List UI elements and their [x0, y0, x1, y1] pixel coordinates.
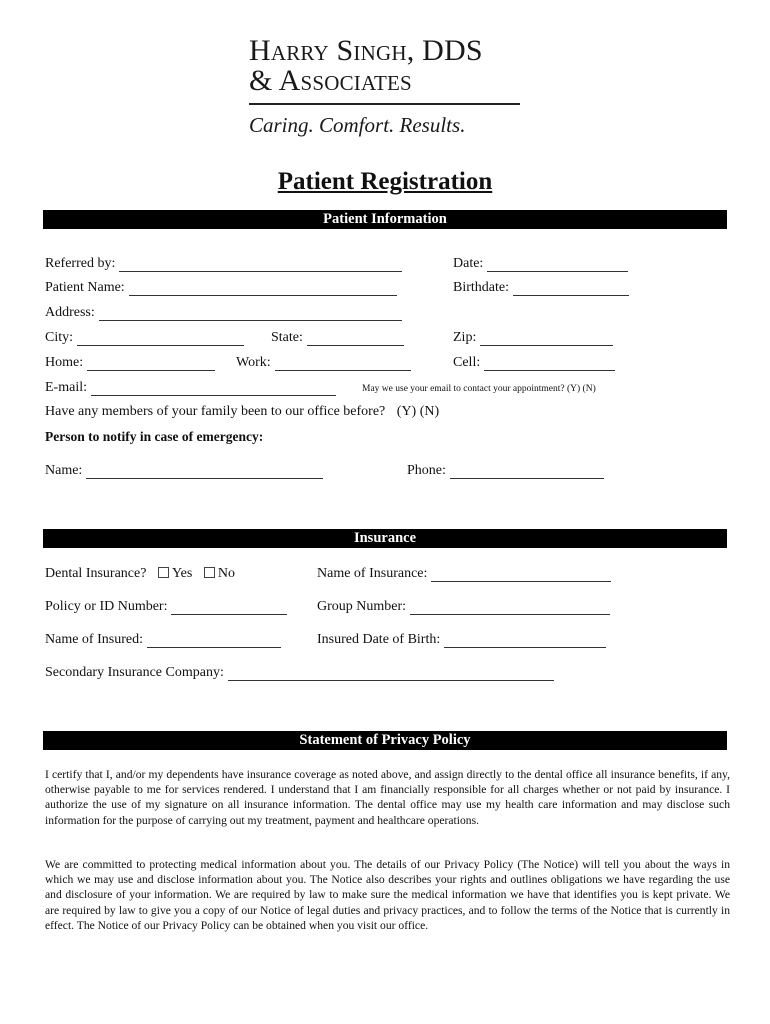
secondary-insurance-line[interactable]: [228, 669, 554, 681]
cell-phone-label: Cell:: [453, 355, 481, 370]
insured-name-field[interactable]: [45, 632, 281, 648]
state-label: State:: [271, 330, 303, 345]
privacy-paragraph-notice: We are committed to protecting medical information about you. The details of our Privacy Policy (The Notice) will tell you about the ways in which we may use and disclose information about you. The Notice also describes your rights and outlines obligations we have regarding the use and disclosure of your information. We are required by law to make sure the medical information we have that identifies you is kept private. We are required by law to give you a copy of our Notice of legal duties and privacy practices, and to follow the terms of the Notice that is currently in effect. The Notice of our Privacy Policy can be obtained when you visit our office.: [45, 858, 730, 932]
emergency-name-field[interactable]: [45, 463, 323, 479]
insured-dob-field[interactable]: [317, 632, 606, 648]
dental-insurance-label: Dental Insurance?: [45, 566, 147, 581]
cell-phone-field[interactable]: [453, 355, 615, 371]
state-field[interactable]: [271, 330, 404, 346]
secondary-insurance-field[interactable]: [45, 665, 554, 681]
state-line[interactable]: [307, 334, 404, 346]
insured-name-line[interactable]: [147, 636, 281, 648]
insurance-name-field[interactable]: [317, 566, 611, 582]
insured-dob-line[interactable]: [444, 636, 606, 648]
logo-divider: [249, 103, 520, 105]
group-number-field[interactable]: [317, 599, 610, 615]
page-title: Patient Registration: [277, 168, 493, 195]
emergency-name-label: Name:: [45, 463, 83, 478]
home-phone-label: Home:: [45, 355, 84, 370]
practice-logo-line1: Harry Singh, DDS: [249, 34, 483, 67]
section-header-privacy-policy: Statement of Privacy Policy: [43, 731, 727, 750]
birthdate-field[interactable]: [453, 280, 629, 296]
city-field[interactable]: [45, 330, 244, 346]
group-number-label: Group Number:: [317, 599, 407, 614]
referred-by-label: Referred by:: [45, 256, 116, 271]
secondary-insurance-label: Secondary Insurance Company:: [45, 665, 224, 680]
policy-id-label: Policy or ID Number:: [45, 599, 168, 614]
patient-name-line[interactable]: [129, 284, 397, 296]
family-visit-question: [45, 404, 439, 420]
policy-id-line[interactable]: [171, 603, 287, 615]
birthdate-label: Birthdate:: [453, 280, 509, 295]
home-phone-field[interactable]: [45, 355, 215, 371]
emergency-phone-line[interactable]: [450, 467, 604, 479]
emergency-contact-heading: Person to notify in case of emergency:: [45, 429, 264, 444]
cell-phone-line[interactable]: [484, 359, 615, 371]
practice-tagline: Caring. Comfort. Results.: [249, 113, 466, 137]
emergency-name-line[interactable]: [86, 467, 323, 479]
family-visit-label: Have any members of your family been to our office before?: [45, 404, 386, 419]
email-label: E-mail:: [45, 380, 87, 395]
city-line[interactable]: [77, 334, 244, 346]
date-label: Date:: [453, 256, 484, 271]
city-label: City:: [45, 330, 74, 345]
date-line[interactable]: [487, 260, 628, 272]
birthdate-line[interactable]: [513, 284, 629, 296]
practice-logo-line2: & Associates: [249, 64, 412, 97]
work-phone-line[interactable]: [275, 359, 411, 371]
patient-name-label: Patient Name:: [45, 280, 125, 295]
home-phone-line[interactable]: [87, 359, 215, 371]
family-visit-options[interactable]: (Y) (N): [396, 404, 440, 419]
yes-label: Yes: [171, 566, 193, 581]
address-field[interactable]: [45, 305, 402, 321]
emergency-phone-field[interactable]: [407, 463, 604, 479]
address-label: Address:: [45, 305, 95, 320]
insured-dob-label: Insured Date of Birth:: [317, 632, 441, 647]
work-phone-label: Work:: [236, 355, 271, 370]
group-number-line[interactable]: [410, 603, 610, 615]
email-consent-question[interactable]: May we use your email to contact your appointment? (Y) (N): [362, 384, 596, 394]
no-label: No: [217, 566, 235, 581]
referred-by-field[interactable]: [45, 256, 402, 272]
privacy-paragraph-assignment: I certify that I, and/or my dependents have insurance coverage as noted above, and assign directly to the dental office all insurance benefits, if any, otherwise payable to me for services rendered. I understand that I am financially responsible for all charges whether or not paid by insurance. I authorize the use of my signature on all insurance information. The dental office may use my health care information and may disclose such information for the purpose of carrying out my treatment, payment and healthcare operations.: [45, 768, 730, 827]
patient-name-field[interactable]: [45, 280, 397, 296]
dental-insurance-question: [45, 566, 235, 582]
yes-checkbox[interactable]: [158, 567, 169, 578]
work-phone-field[interactable]: [236, 355, 411, 371]
address-line[interactable]: [99, 309, 402, 321]
zip-label: Zip:: [453, 330, 477, 345]
section-header-insurance: Insurance: [43, 529, 727, 548]
policy-id-field[interactable]: [45, 599, 287, 615]
section-header-patient-information: Patient Information: [43, 210, 727, 229]
email-line[interactable]: [91, 384, 336, 396]
insurance-name-label: Name of Insurance:: [317, 566, 428, 581]
date-field[interactable]: [453, 256, 628, 272]
insured-name-label: Name of Insured:: [45, 632, 143, 647]
zip-line[interactable]: [480, 334, 613, 346]
insurance-name-line[interactable]: [431, 570, 611, 582]
email-field[interactable]: [45, 380, 336, 396]
emergency-phone-label: Phone:: [407, 463, 446, 478]
referred-by-line[interactable]: [119, 260, 402, 272]
no-checkbox[interactable]: [204, 567, 215, 578]
zip-field[interactable]: [453, 330, 613, 346]
